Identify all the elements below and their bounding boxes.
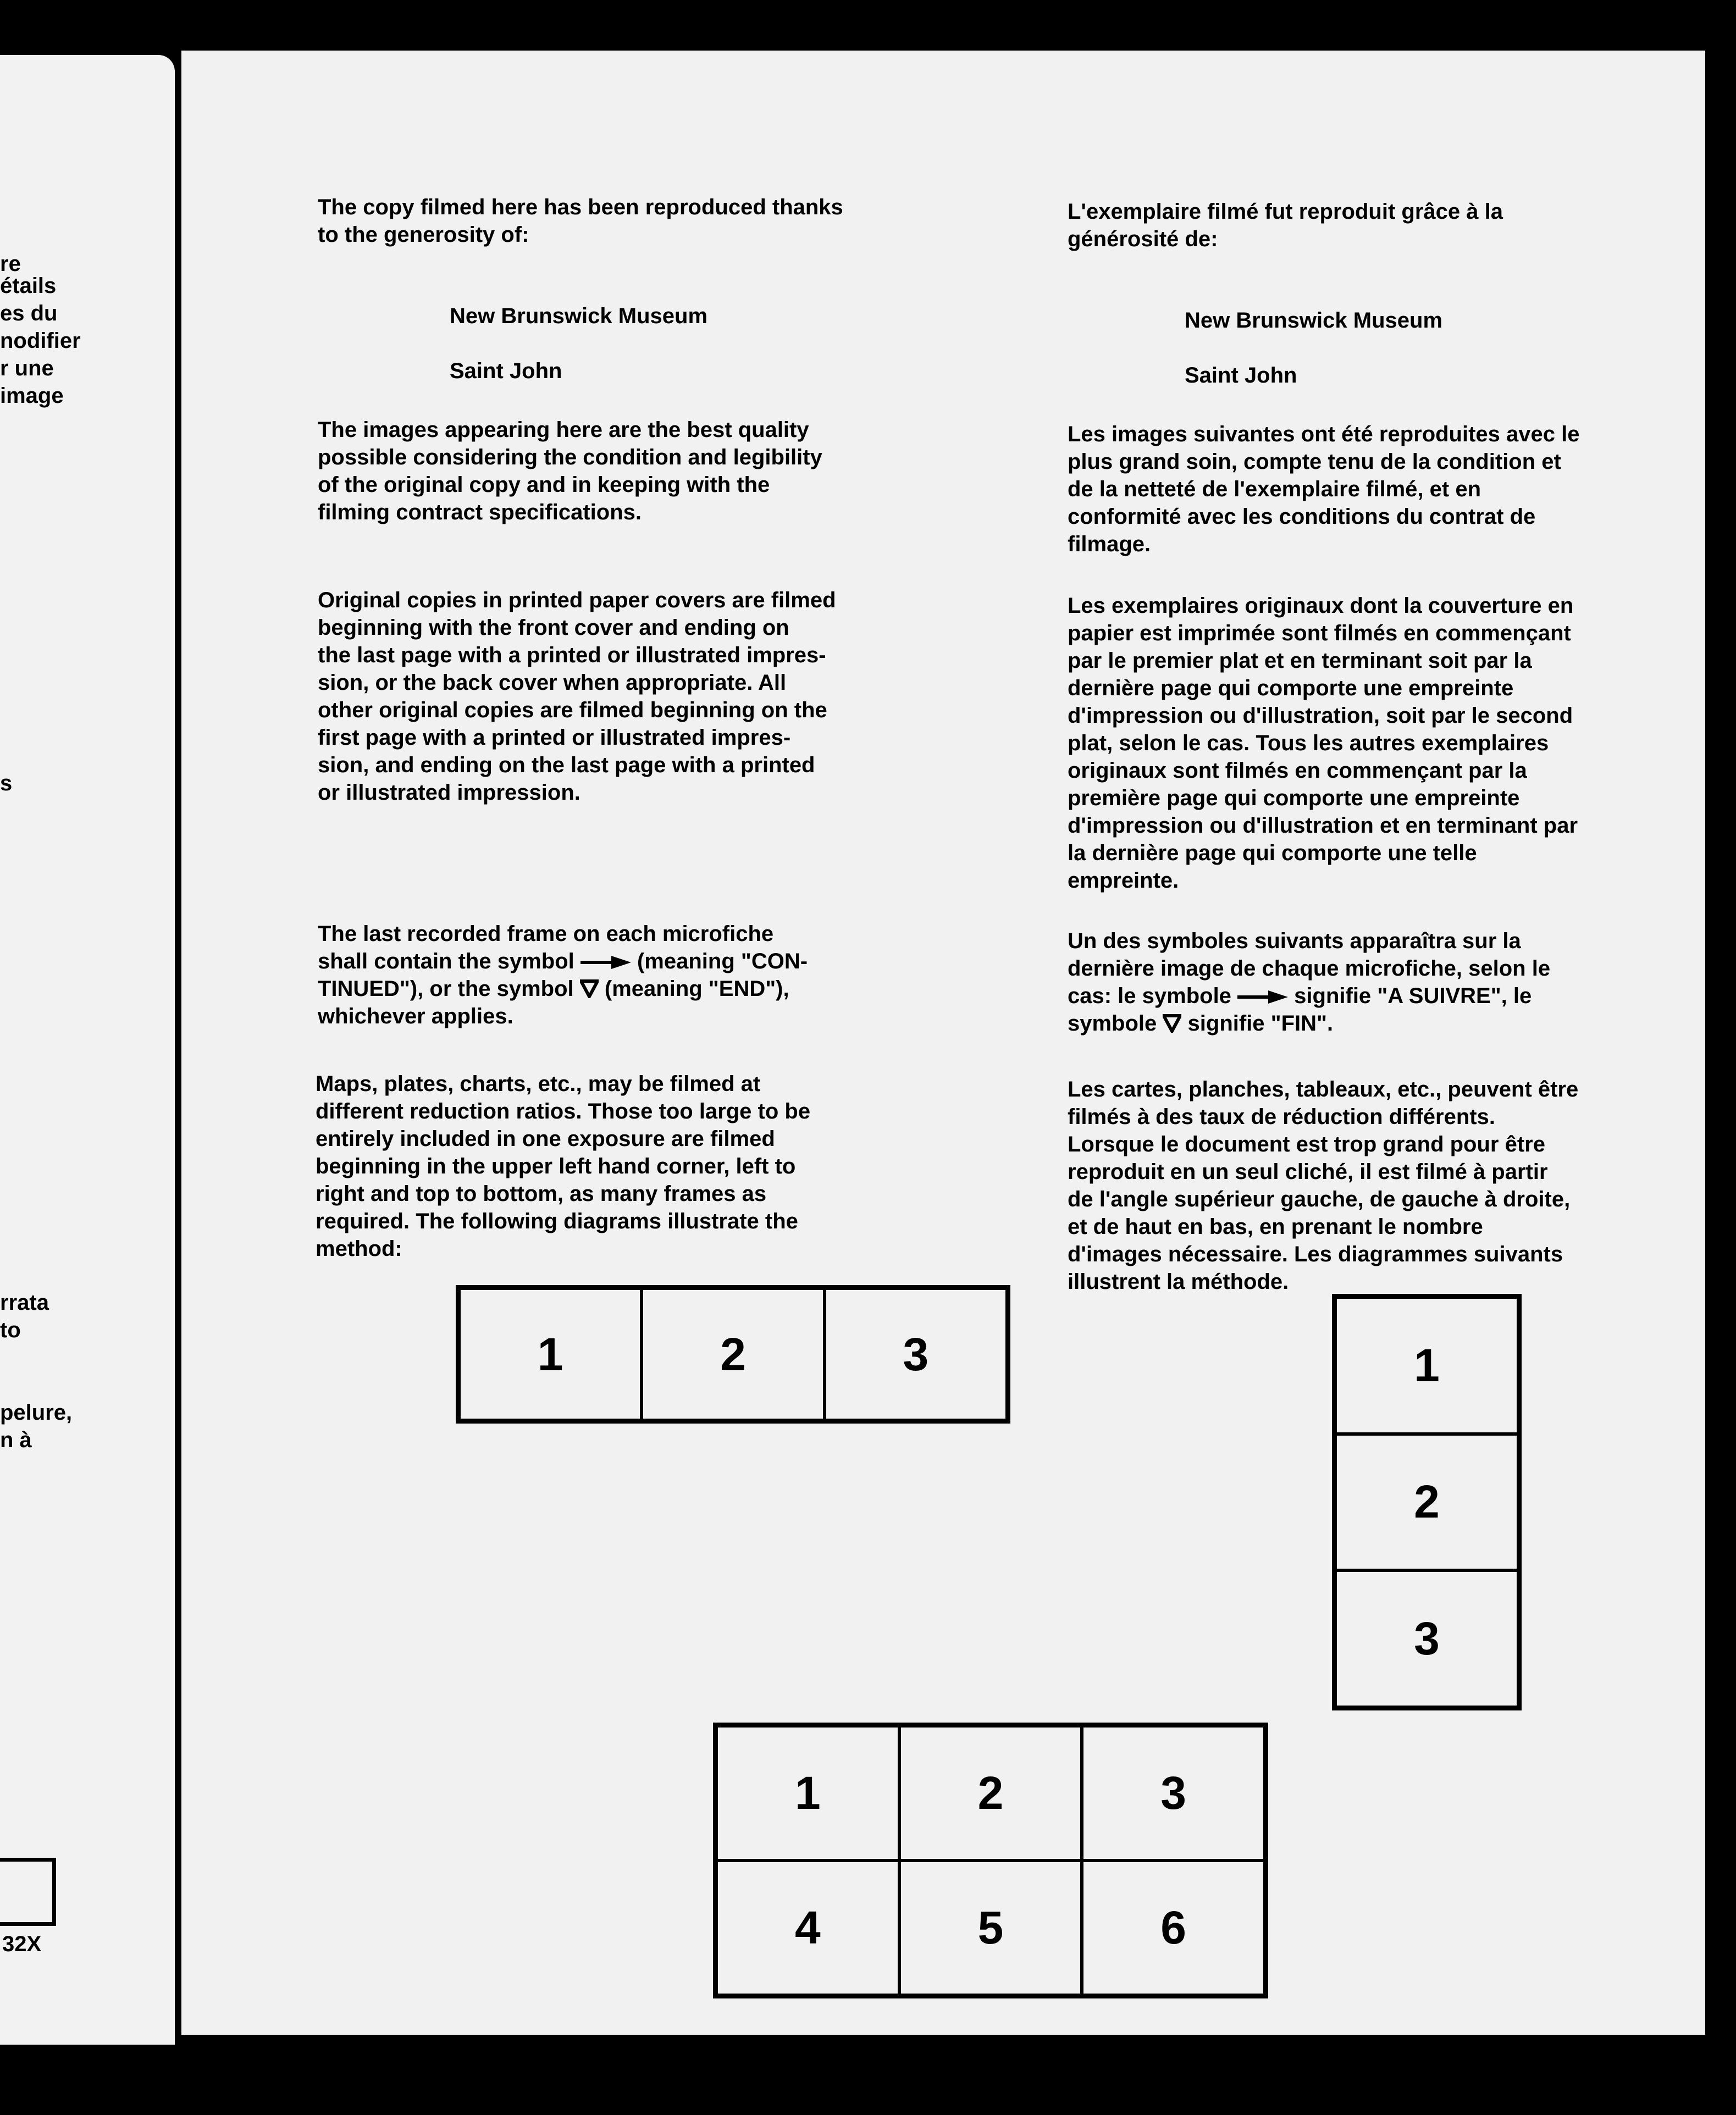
left-page-frame-box (0, 1858, 56, 1926)
french-institution (1185, 279, 1442, 417)
diagram-cell: 1 (716, 1726, 899, 1861)
left-page-fragment: pelure, (0, 1400, 73, 1425)
diagram-cell: 3 (1082, 1726, 1265, 1861)
english-symbols-paragraph (318, 920, 808, 1030)
french-intro: L'exemplaire filmé fut reproduit grâce à la générosité de: (1068, 200, 1503, 251)
diagram-cell: 4 (716, 1861, 899, 1995)
diagram-cell: 6 (1082, 1861, 1265, 1995)
french-symbols-paragraph (1068, 927, 1550, 1037)
english-symbols-text-3: (meaning "END"), whichever applies. (318, 977, 789, 1028)
left-page-fragment: rrata (0, 1291, 49, 1315)
english-institution-name: New Brunswick Museum (450, 304, 708, 328)
left-page-fragment: image (0, 384, 64, 408)
arrow-symbol-icon (580, 956, 631, 969)
french-institution-city: Saint John (1185, 363, 1297, 387)
english-institution-city: Saint John (450, 359, 562, 383)
diagram-cell: 2 (642, 1288, 824, 1420)
french-symbols-text-2: signifie "A SUIVRE", le symbole (1068, 984, 1532, 1036)
french-quality-paragraph: Les images suivantes ont été reproduites avec le plus grand soin, compte tenu de la condition et de la netteté de l'exemplaire filmé, et en conformité avec les conditions du contrat de filmage. (1068, 422, 1580, 556)
english-symbols-text-1: The last recorded frame on each microfiche shall contain the symbol (318, 922, 774, 973)
arrow-symbol-icon (1237, 990, 1288, 1004)
diagram-cell: 3 (1335, 1570, 1518, 1707)
left-page-fragment: nodifier (0, 329, 81, 353)
diagram-horizontal-frames (456, 1285, 1010, 1424)
end-triangle-icon (580, 979, 599, 998)
left-page-reduction-label: 32X (2, 1932, 42, 1956)
diagram-cell: 2 (899, 1726, 1082, 1861)
diagram-vertical-frames (1332, 1294, 1522, 1710)
diagram-grid-frames (713, 1723, 1268, 1998)
left-page-fragment: re (0, 252, 21, 276)
diagram-cell: 1 (1335, 1297, 1518, 1434)
french-originals-paragraph: Les exemplaires originaux dont la couverture en papier est imprimée sont filmés en commençant par le premier plat et en terminant soit par la dernière page qui comporte une empreinte d'impression ou d'illustration, soit par le second plat, selon le cas. Tous les autres exemplaires originaux sont filmés en commençant par la première page qui comporte une empreinte d'impression ou d'illustration et en terminant par la dernière page qui comporte une telle empreinte. (1068, 594, 1578, 893)
left-page-fragment: étails (0, 274, 57, 298)
end-triangle-icon (1163, 1014, 1181, 1033)
diagram-cell: 2 (1335, 1434, 1518, 1571)
english-symbols-text-2: (meaning "CON- TINUED"), or the symbol (318, 949, 808, 1001)
left-page-fragment: s (0, 771, 13, 795)
french-institution-name: New Brunswick Museum (1185, 308, 1443, 333)
main-page (181, 51, 1705, 2035)
diagram-cell: 5 (899, 1861, 1082, 1995)
diagram-cell: 1 (459, 1288, 642, 1420)
english-quality-paragraph: The images appearing here are the best quality possible considering the condition and legibility of the original copy and in keeping with the filming contract specifications. (318, 418, 822, 524)
left-page-fragment: r une (0, 356, 54, 380)
french-symbols-text-3: signifie "FIN". (1181, 1011, 1334, 1036)
french-symbols-text-1: Un des symboles suivants apparaîtra sur la dernière image de chaque microfiche, selon le cas: le symbole (1068, 929, 1551, 1008)
english-maps-paragraph: Maps, plates, charts, etc., may be filmed at different reduction ratios. Those too large to be entirely included in one exposure are filmed beginning in the upper left hand corner, left to right and top to bottom, as many frames as required. The following diagrams illustrate the method: (316, 1072, 811, 1261)
left-page-fragment: n à (0, 1428, 32, 1452)
english-intro: The copy filmed here has been reproduced thanks to the generosity of: (318, 195, 843, 247)
left-page-fragment: es du (0, 301, 58, 325)
english-institution (450, 275, 707, 412)
english-originals-paragraph: Original copies in printed paper covers are filmed beginning with the front cover and ending on the last page with a printed or illustrated impres- sion, or the back cover when appropriate. All other original copies are filmed beginning on the first page with a printed or illustrated impres- sion, and ending on the last page with a printed or illustrated impression. (318, 588, 836, 805)
left-page-fragment: to (0, 1318, 21, 1342)
diagram-cell: 3 (825, 1288, 1007, 1420)
french-maps-paragraph: Les cartes, planches, tableaux, etc., peuvent être filmés à des taux de réduction différents. Lorsque le document est trop grand pour être reproduit en un seul cliché, il est filmé à partir de l'angle supérieur gauche, de gauche à droite, et de haut en bas, en prenant le nombre d'images nécessaire. Les diagrammes suivants illustrent la méthode. (1068, 1077, 1579, 1294)
